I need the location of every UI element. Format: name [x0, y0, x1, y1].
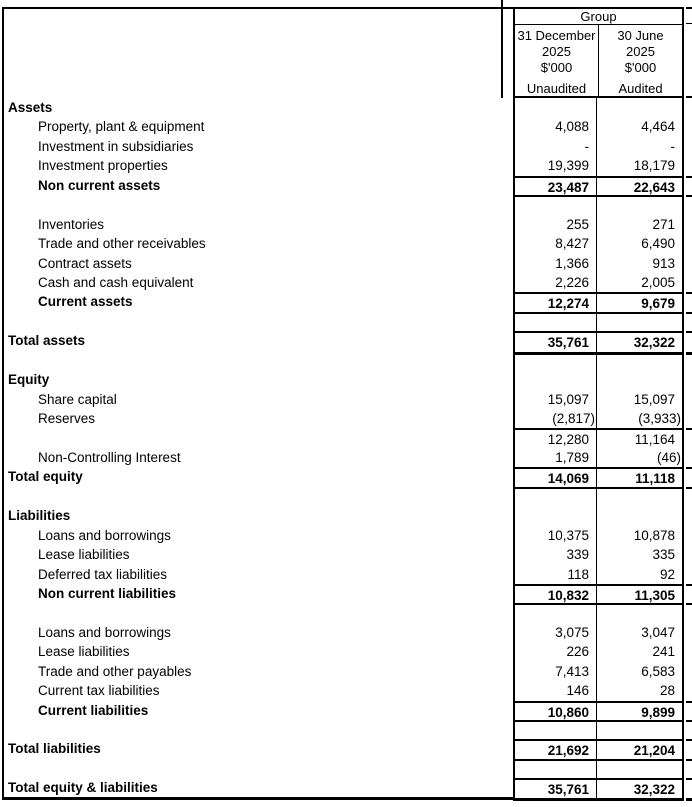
- value-audited: 9,679: [597, 292, 684, 313]
- value-unaudited: 10,832: [513, 584, 597, 605]
- row-label: Lease liabilities: [38, 547, 130, 563]
- table-row: [0, 312, 692, 331]
- value-audited: 3,047: [597, 623, 684, 642]
- adjacent-table-sliver: [686, 370, 692, 389]
- adjacent-table-sliver: [686, 292, 692, 313]
- label-column-right-border-segment: [501, 0, 503, 98]
- value-audited: [597, 195, 684, 214]
- value-unaudited: 35,761: [513, 331, 597, 355]
- row-label: [0, 312, 513, 331]
- table-row: [0, 467, 692, 486]
- value-unaudited: [513, 506, 597, 525]
- adjacent-table-sliver: [686, 234, 692, 253]
- value-audited: [597, 720, 684, 739]
- adjacent-table-sliver: [686, 98, 692, 117]
- adjacent-table-sliver: [686, 623, 692, 642]
- table-row: [0, 487, 692, 506]
- adjacent-table-sliver: [686, 428, 692, 449]
- value-unaudited: 14,069: [513, 467, 597, 488]
- column1-period: 31 December: [517, 28, 596, 43]
- adjacent-table-sliver: [686, 409, 692, 428]
- table-row: [0, 506, 692, 525]
- column1-unit: $'000: [540, 60, 573, 75]
- value-unaudited: [513, 370, 597, 389]
- table-row: [0, 370, 692, 389]
- adjacent-table-sliver: [686, 448, 692, 467]
- value-unaudited: 146: [513, 681, 597, 700]
- row-label: Liabilities: [8, 508, 71, 524]
- adjacent-table-sliver: [686, 254, 692, 273]
- row-label: [0, 487, 513, 506]
- table-row: [0, 117, 692, 136]
- value-audited: (46): [597, 448, 684, 467]
- row-label: Trade and other receivables: [38, 236, 206, 252]
- column1-status: Unaudited: [526, 81, 587, 96]
- adjacent-table-sliver: [686, 117, 692, 136]
- adjacent-table-sliver: [686, 487, 692, 506]
- value-audited: [597, 351, 684, 370]
- value-unaudited: 2,226: [513, 273, 597, 292]
- row-label: [0, 603, 513, 622]
- row-label: [0, 195, 513, 214]
- value-unaudited: 7,413: [513, 662, 597, 681]
- adjacent-table-sliver: [686, 506, 692, 525]
- value-audited: [597, 487, 684, 506]
- row-label: Non-Controlling Interest: [38, 449, 181, 465]
- value-unaudited: 12,274: [513, 292, 597, 313]
- column1-year: 2025: [542, 44, 571, 59]
- column-header-unaudited: [515, 25, 599, 96]
- table-row: [0, 156, 692, 175]
- group-header-box: [513, 7, 684, 98]
- value-audited: 11,118: [597, 467, 684, 488]
- adjacent-table-sliver: [686, 720, 692, 739]
- value-audited: 241: [597, 642, 684, 661]
- table-row: [0, 778, 692, 797]
- value-audited: 18,179: [597, 156, 684, 175]
- value-unaudited: -: [513, 137, 597, 156]
- column2-unit: $'000: [624, 60, 657, 75]
- adjacent-table-sliver: [686, 195, 692, 214]
- table-row: [0, 623, 692, 642]
- column2-period: 30 June: [617, 28, 664, 43]
- table-row: [0, 603, 692, 622]
- value-unaudited: 10,375: [513, 526, 597, 545]
- value-unaudited: 4,088: [513, 117, 597, 136]
- row-label: [0, 759, 513, 778]
- table-row: [0, 234, 692, 253]
- value-audited: 22,643: [597, 176, 684, 197]
- row-label: Lease liabilities: [38, 644, 130, 660]
- group-header-title: Group: [515, 9, 682, 25]
- table-row: [0, 701, 692, 720]
- table-row: [0, 195, 692, 214]
- adjacent-table-sliver: [686, 739, 692, 760]
- row-label: Investment in subsidiaries: [38, 138, 194, 154]
- adjacent-table-sliver: [686, 390, 692, 409]
- row-label: Deferred tax liabilities: [38, 566, 168, 582]
- value-audited: 9,899: [597, 701, 684, 722]
- value-audited: 335: [597, 545, 684, 564]
- row-label: Property, plant & equipment: [38, 119, 205, 135]
- value-unaudited: 226: [513, 642, 597, 661]
- value-audited: 11,305: [597, 584, 684, 605]
- value-unaudited: [513, 720, 597, 739]
- table-row: [0, 98, 692, 117]
- row-label: [0, 720, 513, 739]
- value-unaudited: 255: [513, 215, 597, 234]
- row-label: [0, 428, 513, 449]
- row-label: Total liabilities: [8, 741, 101, 757]
- adjacent-table-sliver: [686, 351, 692, 370]
- row-label: Total equity & liabilities: [8, 780, 158, 796]
- row-label: Share capital: [38, 391, 117, 407]
- row-label: Loans and borrowings: [38, 624, 171, 640]
- table-row: [0, 351, 692, 370]
- table-row: [0, 584, 692, 603]
- table-row: [0, 565, 692, 584]
- table-row: [0, 642, 692, 661]
- row-label: Non current assets: [38, 177, 161, 193]
- adjacent-table-header-line: [686, 23, 692, 24]
- value-audited: [597, 506, 684, 525]
- value-audited: [597, 759, 684, 778]
- row-label: [0, 351, 513, 370]
- value-unaudited: 339: [513, 545, 597, 564]
- value-unaudited: 21,692: [513, 739, 597, 760]
- adjacent-table-sliver: [686, 176, 692, 197]
- table-row: [0, 137, 692, 156]
- table-row: [0, 428, 692, 447]
- row-label: Investment properties: [38, 158, 168, 174]
- column-header-audited: [599, 25, 682, 96]
- row-label: Current tax liabilities: [38, 683, 160, 699]
- value-audited: 21,204: [597, 739, 684, 760]
- adjacent-table-sliver: [686, 526, 692, 545]
- table-row: [0, 448, 692, 467]
- value-audited: [597, 312, 684, 331]
- value-audited: 10,878: [597, 526, 684, 545]
- table-row: [0, 409, 692, 428]
- adjacent-table-sliver: [686, 467, 692, 488]
- adjacent-table-sliver: [686, 137, 692, 156]
- table-row: [0, 545, 692, 564]
- adjacent-table-sliver: [686, 273, 692, 292]
- adjacent-table-sliver: [686, 759, 692, 778]
- value-audited: [597, 98, 684, 117]
- table-row: [0, 681, 692, 700]
- label-column-top-border: [2, 7, 513, 9]
- value-audited: 913: [597, 254, 684, 273]
- adjacent-table-sliver: [686, 545, 692, 564]
- row-label: Assets: [8, 100, 53, 115]
- value-unaudited: [513, 487, 597, 506]
- adjacent-table-sliver: [686, 778, 692, 799]
- adjacent-table-sliver: [686, 565, 692, 584]
- adjacent-table-sliver: [686, 156, 692, 175]
- adjacent-table-sliver: [686, 215, 692, 234]
- value-audited: 28: [597, 681, 684, 700]
- value-unaudited: 19,399: [513, 156, 597, 175]
- table-row: [0, 254, 692, 273]
- table-row: [0, 720, 692, 739]
- column2-status: Audited: [618, 81, 663, 96]
- value-unaudited: 35,761: [513, 778, 597, 799]
- value-unaudited: (2,817): [513, 409, 597, 428]
- value-audited: 271: [597, 215, 684, 234]
- table-row: [0, 390, 692, 409]
- adjacent-table-sliver: [686, 312, 692, 331]
- table-row: [0, 273, 692, 292]
- value-audited: 15,097: [597, 390, 684, 409]
- table-row: [0, 662, 692, 681]
- row-label: Current assets: [38, 294, 133, 310]
- row-label: Loans and borrowings: [38, 527, 171, 543]
- row-label: Reserves: [38, 411, 96, 426]
- value-unaudited: [513, 603, 597, 622]
- adjacent-table-sliver: [686, 603, 692, 622]
- row-label: Non current liabilities: [38, 585, 177, 601]
- column-headers: [515, 25, 682, 96]
- table-row: [0, 215, 692, 234]
- value-audited: [597, 603, 684, 622]
- value-unaudited: 1,789: [513, 448, 597, 467]
- value-audited: 6,490: [597, 234, 684, 253]
- value-unaudited: 1,366: [513, 254, 597, 273]
- table-row: [0, 526, 692, 545]
- row-label: Trade and other payables: [38, 663, 192, 679]
- value-audited: -: [597, 137, 684, 156]
- adjacent-table-sliver: [686, 584, 692, 605]
- value-unaudited: 12,280: [513, 428, 597, 449]
- adjacent-table-sliver: [686, 701, 692, 722]
- row-label: Total assets: [8, 333, 86, 349]
- value-audited: [597, 370, 684, 389]
- adjacent-table-sliver: [686, 681, 692, 700]
- value-audited: 92: [597, 565, 684, 584]
- value-audited: 32,322: [597, 778, 684, 799]
- value-audited: (3,933): [597, 409, 684, 428]
- value-audited: 2,005: [597, 273, 684, 292]
- row-label: Equity: [8, 372, 50, 388]
- table-row: [0, 331, 692, 350]
- value-unaudited: 23,487: [513, 176, 597, 197]
- value-audited: 6,583: [597, 662, 684, 681]
- value-unaudited: 3,075: [513, 623, 597, 642]
- table-row: [0, 739, 692, 758]
- value-unaudited: 8,427: [513, 234, 597, 253]
- value-unaudited: [513, 195, 597, 214]
- adjacent-table-sliver: [686, 662, 692, 681]
- value-unaudited: [513, 759, 597, 778]
- row-label: Contract assets: [38, 255, 132, 271]
- value-unaudited: [513, 312, 597, 331]
- value-audited: 11,164: [597, 428, 684, 449]
- adjacent-table-sliver: [686, 642, 692, 661]
- column2-year: 2025: [626, 44, 655, 59]
- adjacent-table-top-border: [686, 7, 692, 9]
- value-unaudited: 15,097: [513, 390, 597, 409]
- row-label: Inventories: [38, 216, 105, 232]
- table-row: [0, 292, 692, 311]
- value-unaudited: 118: [513, 565, 597, 584]
- row-label: Total equity: [8, 469, 83, 485]
- value-unaudited: 10,860: [513, 701, 597, 722]
- value-unaudited: [513, 351, 597, 370]
- row-label: Cash and cash equivalent: [38, 274, 194, 290]
- table-row: [0, 176, 692, 195]
- statement-rows: [0, 98, 692, 798]
- value-unaudited: [513, 98, 597, 117]
- value-audited: 32,322: [597, 331, 684, 355]
- value-audited: 4,464: [597, 117, 684, 136]
- table-row: [0, 759, 692, 778]
- row-label: Current liabilities: [38, 702, 149, 718]
